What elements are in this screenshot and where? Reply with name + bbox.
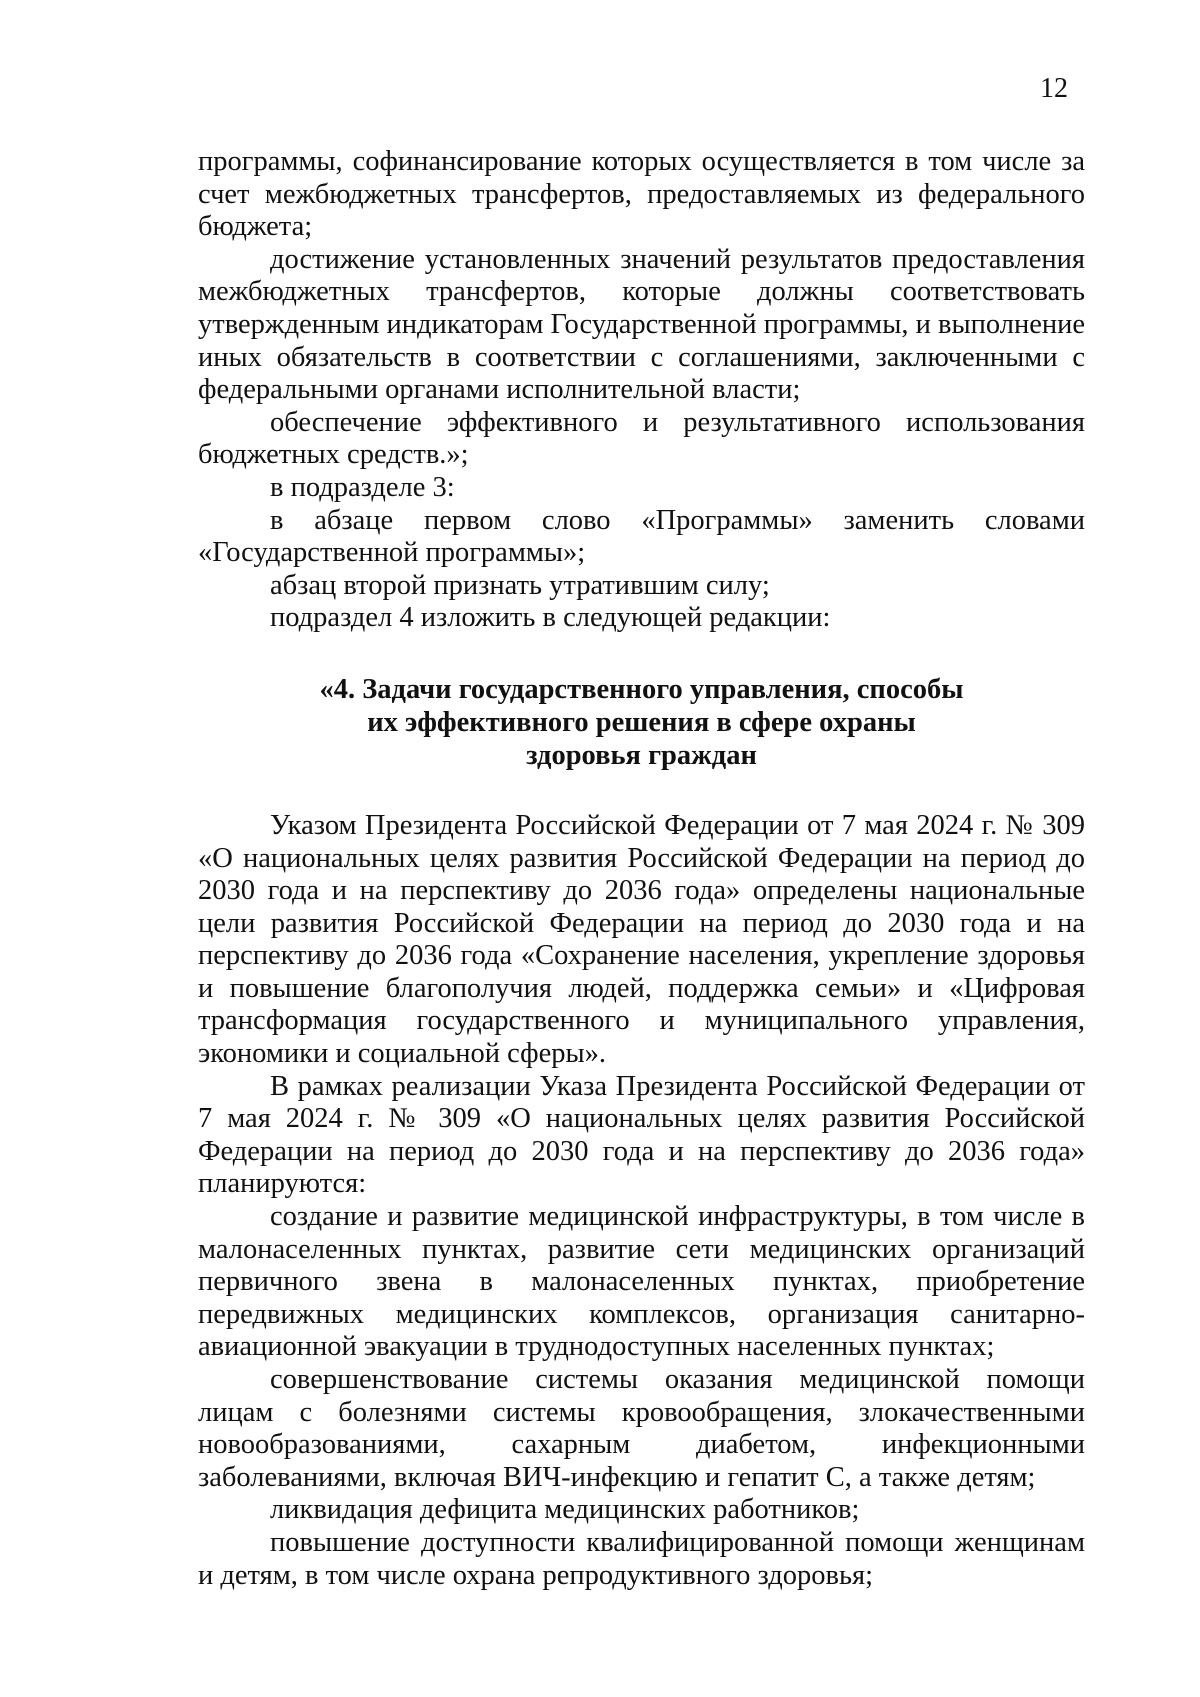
section-heading	[198, 673, 1085, 772]
paragraph: обеспечение эффективного и результативного использования бюджетных средств.»;	[198, 406, 1085, 471]
heading-line: здоровья граждан	[526, 739, 757, 771]
paragraph: ликвидация дефицита медицинских работников;	[270, 1494, 860, 1526]
paragraph: достижение установленных значений результатов предоставления межбюджетных трансфертов, которые должны соответствовать утвержденным индикаторам Государственной программы, и выполнение иных обязательств в соответствии с соглашениями, заключенными с федеральными органами исполнительной власти;	[198, 243, 1085, 406]
paragraph: создание и развитие медицинской инфраструктуры, в том числе в малонаселенных пунктах, развитие сети медицинских организаций первичного звена в малонаселенных пунктах, приобретение передвижных медицинских комплексов, организация санитарно-авиационной эвакуации в труднодоступных населенных пунктах;	[198, 1201, 1085, 1363]
document-body	[198, 146, 1085, 1592]
paragraph: в абзаце первом слово «Программы» заменить словами «Государственной программы»;	[198, 504, 1085, 569]
heading-line: «4. Задачи государственного управления, способы	[319, 673, 964, 705]
paragraph: абзац второй признать утратившим силу;	[270, 569, 770, 601]
paragraph: Указом Президента Российской Федерации от 7 мая 2024 г. № 309 «О национальных целях развития Российской Федерации на период до 2030 года и на перспективу до 2036 года» определены национальные цели развития Российской Федерации на период до 2030 года и на перспективу до 2036 года «Сохранение населения, укрепление здоровья и повышение благополучия людей, поддержка семьи» и «Цифровая трансформация государственного и муниципального управления, экономики и социальной сферы».	[198, 809, 1085, 1070]
paragraph: в подразделе 3:	[270, 471, 455, 503]
paragraph: программы, софинансирование которых осуществляется в том числе за счет межбюджетных трансфертов, предоставляемых из федерального бюджета;	[198, 146, 1085, 243]
page-number: 12	[1040, 73, 1068, 104]
paragraph: В рамках реализации Указа Президента Российской Федерации от 7 мая 2024 г. № 309 «О национальных целях развития Российской Федерации на период до 2030 года и на перспективу до 2036 года» планируются:	[198, 1070, 1085, 1200]
paragraph: совершенствование системы оказания медицинской помощи лицам с болезнями системы кровообращения, злокачественными новообразованиями, сахарным диабетом, инфекционными заболеваниями, включая ВИЧ-инфекцию и гепатит С, а также детям;	[198, 1364, 1085, 1493]
heading-line: их эффективного решения в сфере охраны	[367, 706, 916, 738]
paragraph: повышение доступности квалифицированной помощи женщинам и детям, в том числе охрана репродуктивного здоровья;	[198, 1526, 1085, 1591]
paragraph: подраздел 4 изложить в следующей редакции:	[270, 602, 831, 634]
